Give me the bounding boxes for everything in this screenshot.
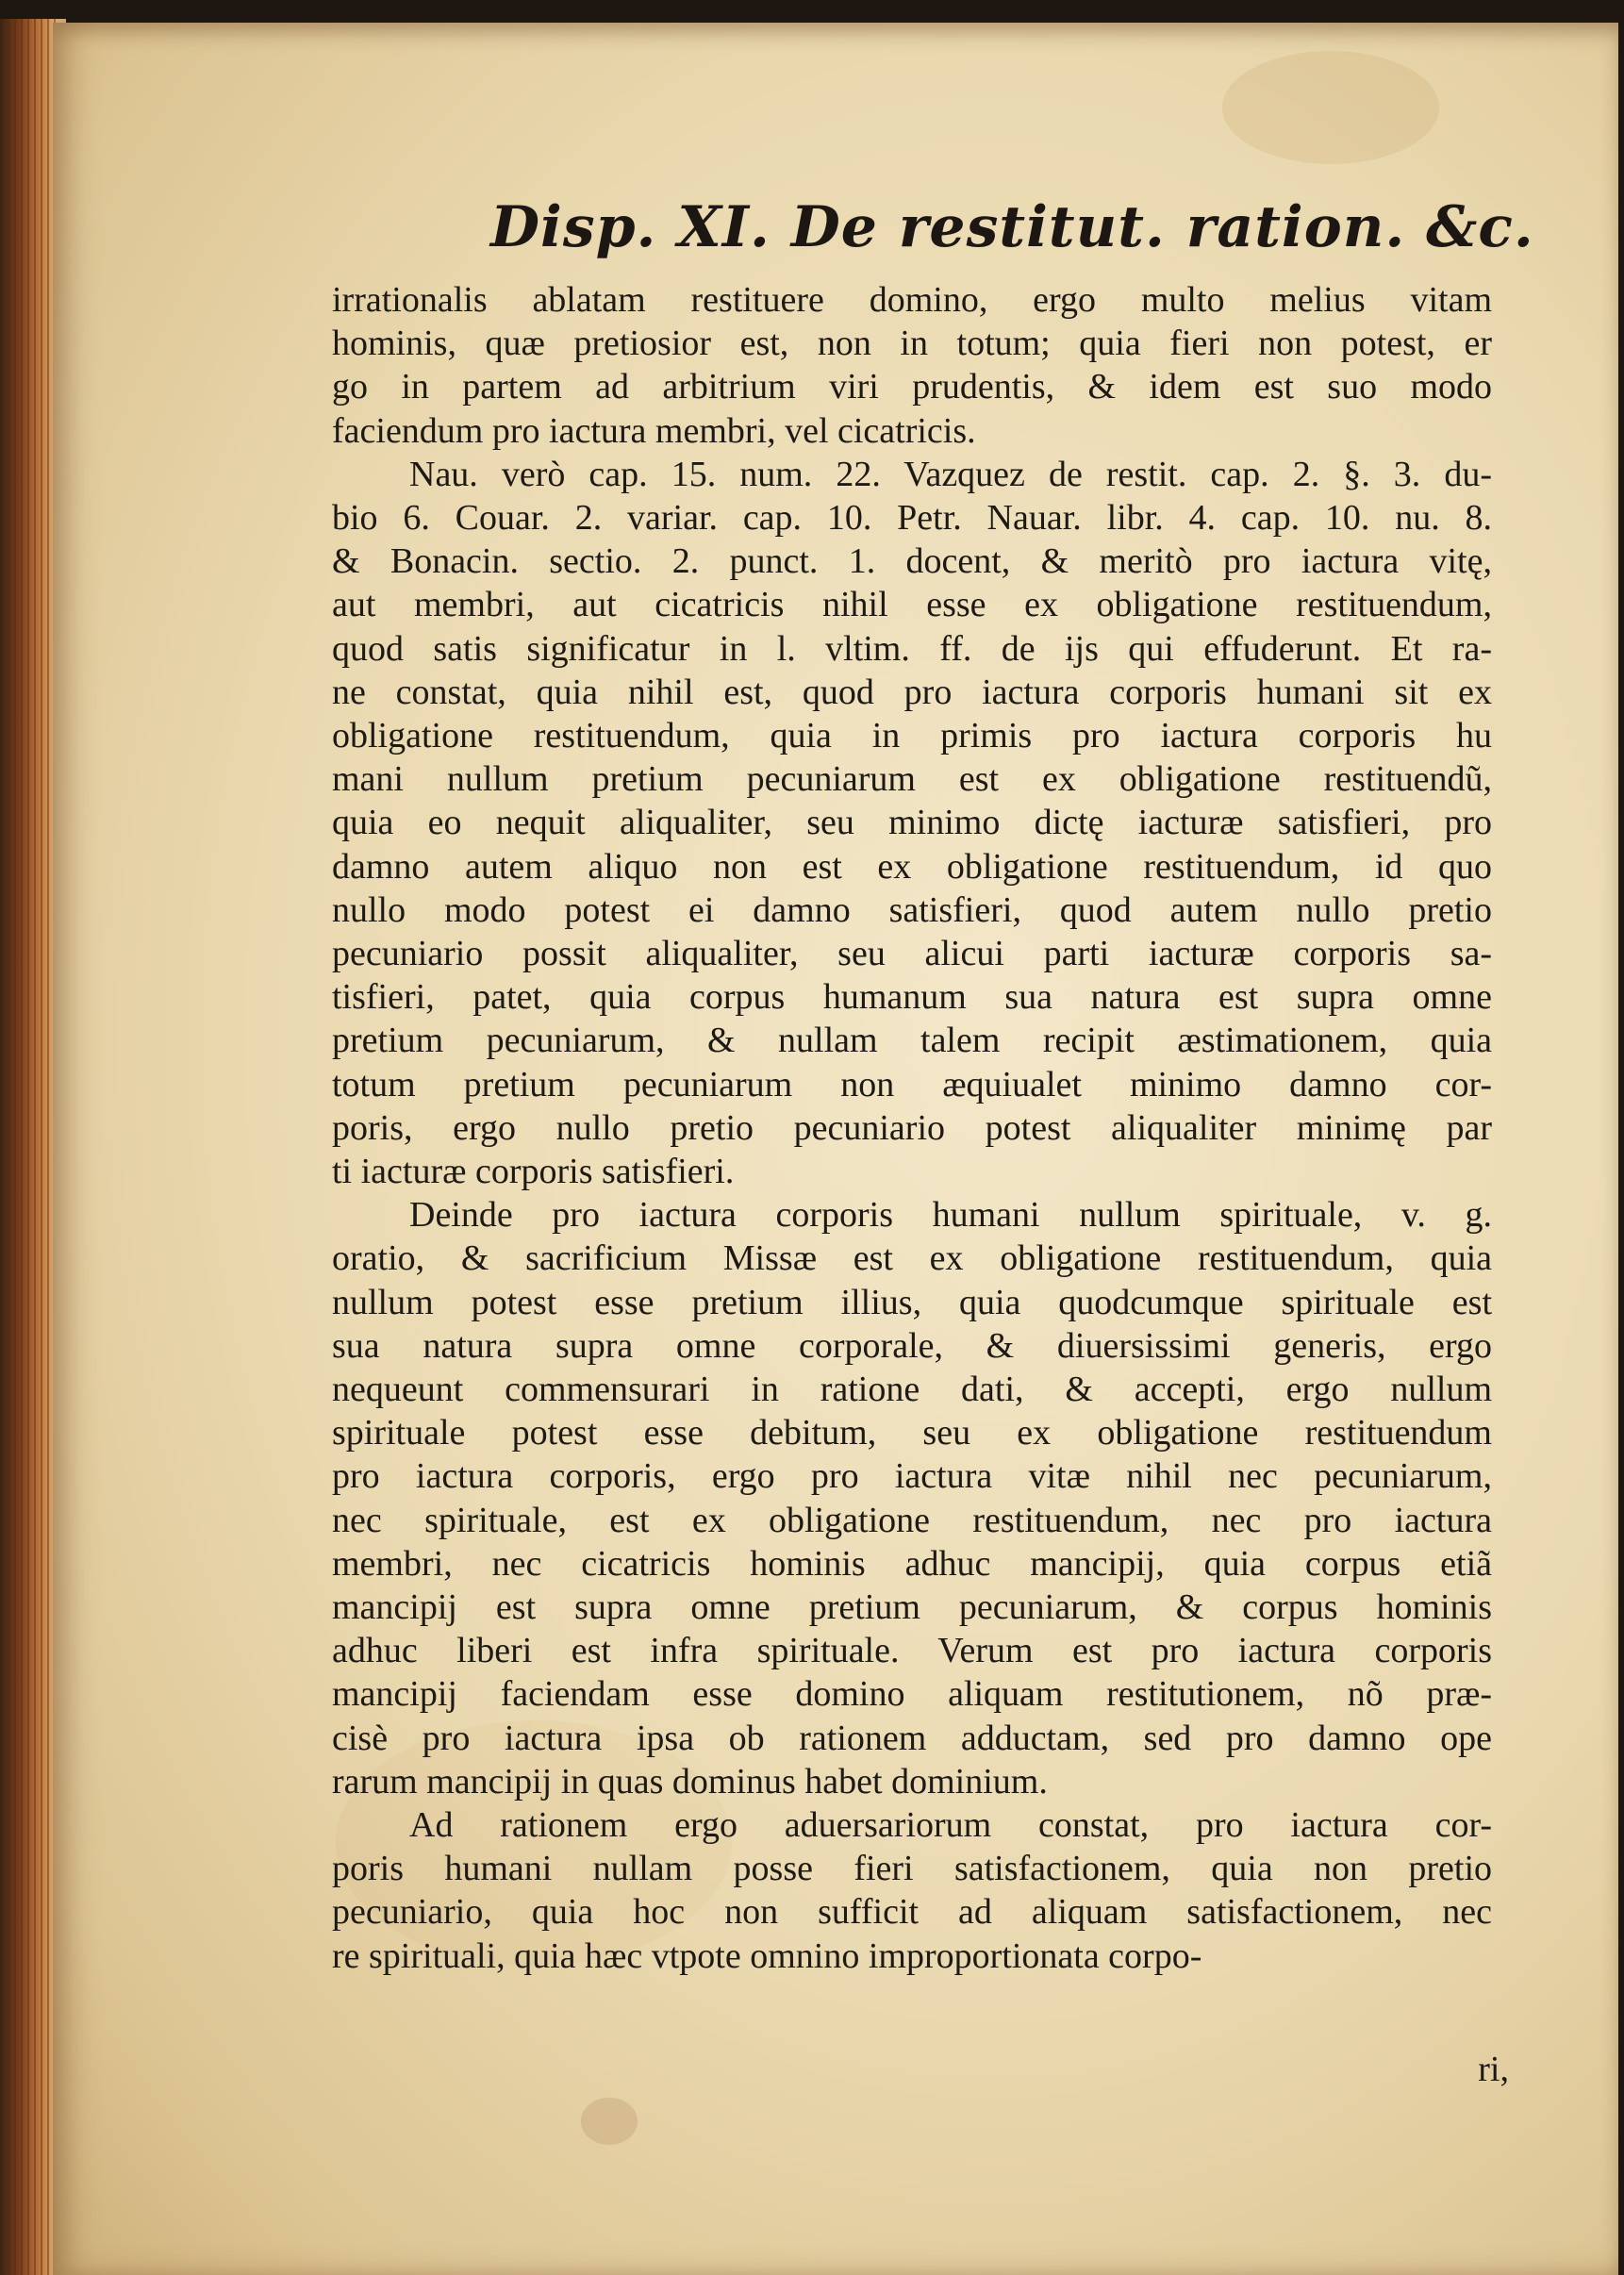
text-line: nec spirituale, est ex obligatione restituendum, nec pro iactura	[332, 1501, 1492, 1540]
text-line: go in partem ad arbitrium viri prudentis, & idem est suo modo	[332, 367, 1492, 407]
text-line: mancipij faciendam esse domino aliquam restitutionem, nõ præ-	[332, 1674, 1492, 1714]
text-line: sua natura supra omne corporale, & diuersissimi generis, ergo	[332, 1326, 1492, 1366]
running-head: Disp. XI. De restitut. ration. &c.	[490, 194, 1534, 260]
text-line: pro iactura corporis, ergo pro iactura vitæ nihil nec pecuniarum,	[332, 1456, 1492, 1496]
text-line: irrationalis ablatam restituere domino, ergo multo melius vitam	[332, 280, 1492, 320]
text-line: pretium pecuniarum, & nullam talem recipit æstimationem, quia	[332, 1021, 1492, 1060]
text-line: Ad rationem ergo aduersariorum constat, pro iactura cor-	[409, 1805, 1492, 1845]
text-line: bio 6. Couar. 2. variar. cap. 10. Petr. Nauar. libr. 4. cap. 10. nu. 8.	[332, 498, 1492, 538]
text-line: rarum mancipij in quas dominus habet dominium.	[332, 1762, 1048, 1802]
text-line: poris, ergo nullo pretio pecuniario potest aliqualiter minimę par	[332, 1108, 1492, 1148]
text-line: totum pretium pecuniarum non æquiualet minimo damno cor-	[332, 1065, 1492, 1104]
text-line: quod satis significatur in l. vltim. ff. de ijs qui effuderunt. Et ra-	[332, 629, 1492, 669]
text-line: tisfieri, patet, quia corpus humanum sua natura est supra omne	[332, 977, 1492, 1017]
text-line: spirituale potest esse debitum, seu ex obligatione restituendum	[332, 1413, 1492, 1453]
text-line: pecuniario, quia hoc non sufficit ad aliquam satisfactionem, nec	[332, 1892, 1492, 1932]
catchword: ri,	[1478, 2050, 1509, 2089]
text-line: obligatione restituendum, quia in primis pro iactura corporis hu	[332, 716, 1492, 756]
text-line: re spirituali, quia hæc vtpote omnino improportionata corpo-	[332, 1936, 1202, 1976]
text-line: Deinde pro iactura corporis humani nullum spirituale, v. g.	[409, 1195, 1492, 1235]
text-line: hominis, quæ pretiosior est, non in totum; quia fieri non potest, er	[332, 324, 1492, 363]
text-line: damno autem aliquo non est ex obligatione restituendum, id quo	[332, 847, 1492, 887]
text-line: aut membri, aut cicatricis nihil esse ex obligatione restituendum,	[332, 585, 1492, 624]
text-line: nullum potest esse pretium illius, quia quodcumque spirituale est	[332, 1283, 1492, 1322]
text-line: mani nullum pretium pecuniarum est ex obligatione restituendũ,	[332, 759, 1492, 799]
text-line: faciendum pro iactura membri, vel cicatricis.	[332, 411, 976, 451]
text-line: poris humani nullam posse fieri satisfactionem, quia non pretio	[332, 1849, 1492, 1888]
body-text	[332, 279, 1492, 2166]
text-line: adhuc liberi est infra spirituale. Verum est pro iactura corporis	[332, 1631, 1492, 1670]
text-line: nequeunt commensurari in ratione dati, & accepti, ergo nullum	[332, 1370, 1492, 1409]
text-line: ti iacturæ corporis satisfieri.	[332, 1152, 735, 1191]
text-line: pecuniario possit aliqualiter, seu alicui parti iacturæ corporis sa-	[332, 934, 1492, 973]
text-line: quia eo nequit aliqualiter, seu minimo dictę iacturæ satisfieri, pro	[332, 803, 1492, 842]
text-line: membri, nec cicatricis hominis adhuc mancipij, quia corpus etiã	[332, 1544, 1492, 1584]
text-line: nullo modo potest ei damno satisfieri, quod autem nullo pretio	[332, 890, 1492, 930]
text-line: oratio, & sacrificium Missæ est ex obligatione restituendum, quia	[332, 1238, 1492, 1278]
text-line: Nau. verò cap. 15. num. 22. Vazquez de restit. cap. 2. §. 3. du-	[409, 455, 1492, 494]
text-line: mancipij est supra omne pretium pecuniarum, & corpus hominis	[332, 1587, 1492, 1627]
paper-stain	[1222, 51, 1439, 164]
text-line: cisè pro iactura ipsa ob rationem adductam, sed pro damno ope	[332, 1719, 1492, 1758]
text-line: ne constat, quia nihil est, quod pro iactura corporis humani sit ex	[332, 673, 1492, 712]
text-line: & Bonacin. sectio. 2. punct. 1. docent, & meritò pro iactura vitę,	[332, 541, 1492, 581]
page-edges	[8, 19, 57, 2275]
